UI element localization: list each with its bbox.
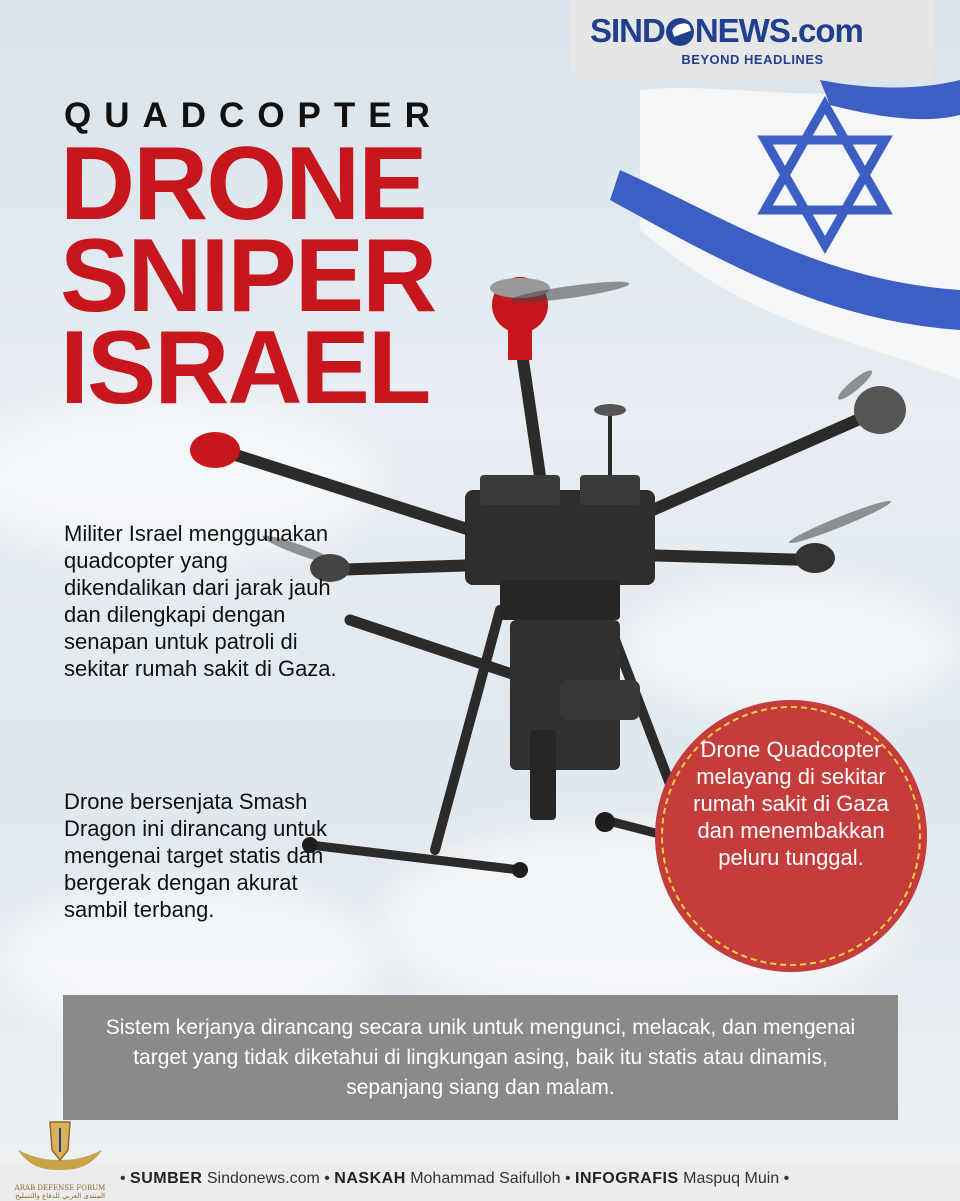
brand-tagline: BEYOND HEADLINES [681,52,824,67]
kicker-title: QUADCOPTER [64,96,443,135]
forum-emblem-label: ARAB DEFENSE FORUM المنتدى العربي للدفاع والتسليح [14,1184,106,1200]
source-label: SUMBER [130,1170,203,1187]
summary-box [63,995,898,1120]
body-paragraph: Drone bersenjata Smash Dragon ini dirancang untuk mengenai target statis dan bergerak dengan akurat sambil terbang. [64,789,327,922]
graphics-value: Maspuq Muin [683,1170,780,1187]
callout-text: Drone Quadcopter melayang di sekitar rumah sakit di Gaza dan menembakkan peluru tunggal. [693,737,889,870]
headline-line: DRONE [60,126,426,242]
writer-value: Mohammad Saifulloh [410,1170,561,1187]
credits-line: • SUMBER Sindonews.com • NASKAH Mohammad Saifulloh • INFOGRAFIS Maspuq Muin • [120,1170,790,1187]
summary-text: Sistem kerjanya dirancang secara unik untuk mengunci, melacak, dan mengenai target yang tidak diketahui di lingkungan asing, baik itu statis atau dinamis, sepanjang siang dan malam. [105,1016,856,1099]
body-paragraph: Militer Israel menggunakan quadcopter yang dikendalikan dari jarak jauh dan dilengkapi dengan senapan untuk patroli di sekitar rumah sakit di Gaza. [64,521,337,681]
globe-icon [666,18,694,46]
brand-logo[interactable] [570,0,935,80]
credits-footer [0,1163,960,1201]
brand-wordmark: SIND NEWS.com [590,12,863,49]
headline-line: ISRAEL [60,310,430,426]
headline-line: SNIPER [60,218,436,334]
graphics-label: INFOGRAFIS [575,1170,679,1187]
writer-label: NASKAH [334,1170,406,1187]
source-value: Sindonews.com [206,1170,320,1187]
headline [60,126,436,426]
callout-circle [655,700,927,972]
